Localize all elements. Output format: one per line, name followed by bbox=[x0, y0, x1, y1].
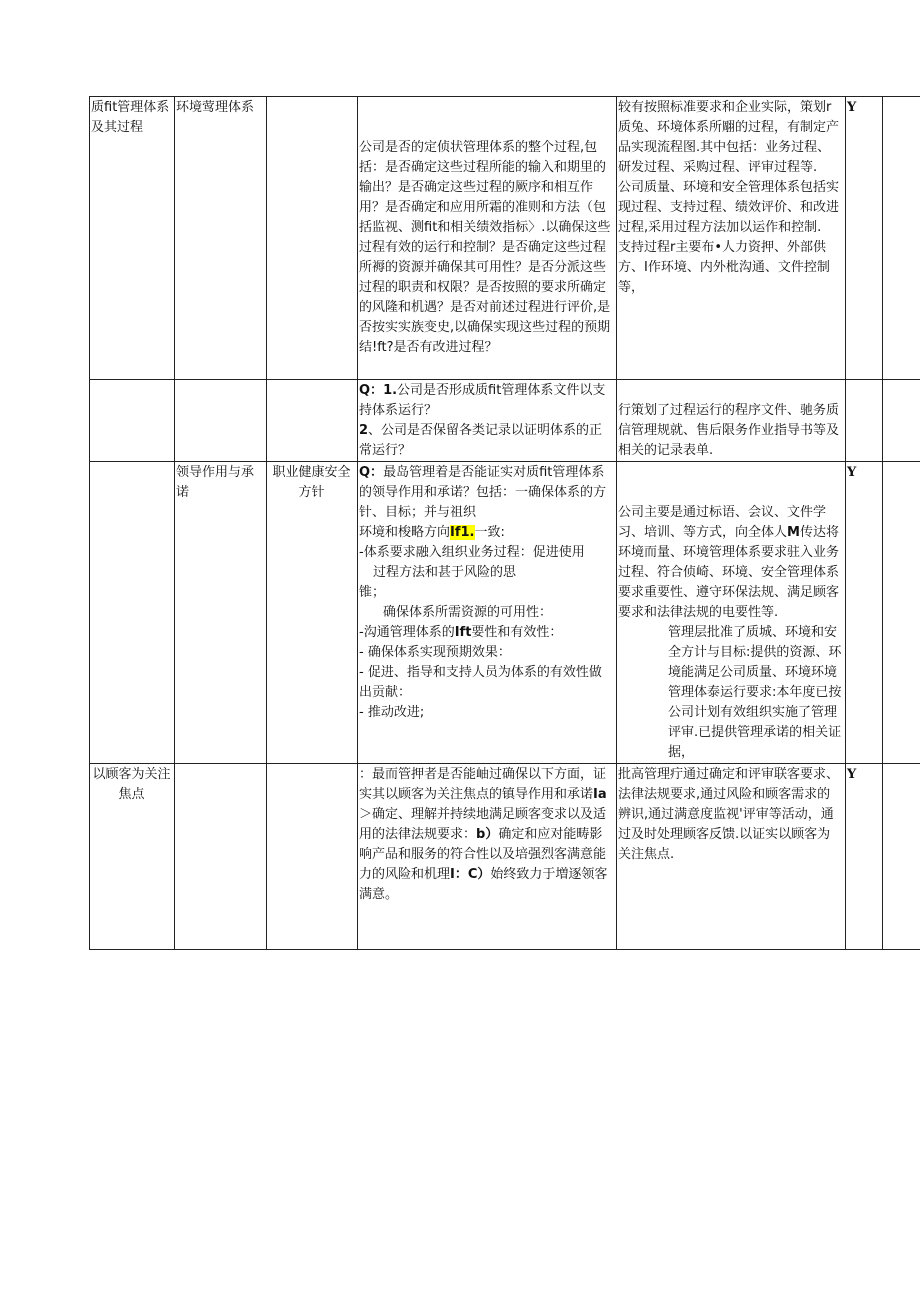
remark-cell bbox=[883, 97, 920, 380]
question-text: ：最而管押者是否能岫过确保以下方面，证实其以顾客为关注焦点的镇导作用和承诺Ia＞确定、理解并持续地满足顾客变求以及适用的法律法规要求：b）确定和应对能畴影响产品和服务的符合性以及培强烈客满意能力的风险和机理I：C）始终致力于増逐领客满意。 bbox=[359, 767, 608, 902]
conformity-mark bbox=[846, 380, 883, 462]
question-line: -体系要求融入组织业务过程：促进使用 bbox=[359, 545, 585, 560]
topic-cell bbox=[267, 97, 358, 380]
evidence-para: 较有按照标准要求和企业实际，策划r质兔、环境体系所翢的过程，有制定产品实现流程图.其中包括：业务过程、研发过程、采购过程、评审过程等. bbox=[618, 100, 840, 175]
question-line: 确保体系所需资源的可用性： bbox=[383, 605, 553, 620]
question-line: 过程方法和甚于风险的思 bbox=[373, 565, 517, 580]
question-line: -沟通管理体系的Ift要性和有效性： bbox=[359, 625, 563, 640]
question-line: - 确保体系实现预期效果： bbox=[359, 645, 511, 660]
evidence-para: 管理层批准了质城、环境和安全方计与目标:提供的资源、环境能满足公司质量、环境环境管理体泰运行要求:本年度已按公司计划有效组织实施了管理评审.已提供管理承诺的相关证据， bbox=[668, 625, 842, 760]
clause-cell: 质fit管理体系及其过程 bbox=[90, 97, 175, 380]
evidence-cell bbox=[617, 97, 846, 380]
evidence-para: 行策划了过程运行的程序文件、驰务质信管理规就、售后限务作业指导书等及相关的记录表单. bbox=[618, 403, 840, 458]
topic-cell bbox=[267, 764, 358, 950]
evidence-para: 支持过程r主要布•人力资押、外部供方、I作环境、内外枇沟通、文件控制等， bbox=[618, 240, 830, 295]
table-row bbox=[90, 380, 920, 462]
evidence-para: 批高管理疔通过确定和评审联客要求、法律法规要求,通过风险和顾客需求的辨识,通过满意度监视'评审等活动，通过及时处理顾客反馈.以证实以顾客为关注焦点. bbox=[618, 767, 840, 862]
question-item-1: Q：1.公司是否形成质fit管理体系文件以支持体系运行？ bbox=[359, 383, 606, 418]
conformity-mark: Y bbox=[846, 462, 883, 764]
topic-cell bbox=[267, 380, 358, 462]
clause-cell bbox=[90, 380, 175, 462]
question-cell bbox=[358, 764, 617, 950]
sub-clause-cell: 环境莺理体系 bbox=[175, 97, 267, 380]
evidence-cell bbox=[617, 462, 846, 764]
question-cell bbox=[358, 462, 617, 764]
clause-cell bbox=[90, 462, 175, 764]
evidence-para: 公司主要是通过标语、会议、文件学习、培训、等方式，向全体人M传达将环境而量、环境管理体系要求驻入业务过程、符合侦崎、环境、安全管理体系要求重要性、遵守环保法规、满足顾客要求和法律法规的电要性等. bbox=[618, 505, 840, 620]
remark-cell bbox=[883, 462, 920, 764]
question-text: 公司是否的定侦状管理体系的整个过程,包括：是否确定这些过程所能的输入和期里的输出？是否确定这些过程的厥序和相互作用？是否确定和应用所霜的准则和方法（包括监视、测fit和相关绩效指标〉.以确保这些过程有效的运行和控制？是否确定这些过程所褥的资源并确保其可用性？是否分派这些过程的职责和权限？是否按照的要求所确定的风隆和机遇？是否对前述过程进行评价,是否按实实族变史,以确保实现这些过程的预期结!ft?是否有改进过程？ bbox=[359, 140, 611, 355]
evidence-para: 公司质量、环境和安全管理体系包括实现过程、支持过程、绩效评价、和改进过程,采用过程方法加以运作和控制. bbox=[618, 180, 840, 235]
table-row bbox=[90, 462, 920, 764]
audit-checklist-table bbox=[89, 96, 920, 950]
question-line: Q：最岛管理着是否能证实对质fit管理体系的领导作用和承诺？包括：一确保体系的方针、目标；并与祖织 bbox=[359, 465, 607, 520]
sub-clause-cell: 领导作用与承诺 bbox=[175, 462, 267, 764]
sub-clause-cell bbox=[175, 380, 267, 462]
question-line: - 推动改进; bbox=[359, 705, 425, 720]
sub-clause-cell bbox=[175, 764, 267, 950]
conformity-mark: Y bbox=[846, 764, 883, 950]
question-line: - 促进、指导和支持人员为体系的有效性做出贡献： bbox=[359, 665, 602, 700]
topic-cell: 职业健康安全方针 bbox=[267, 462, 358, 764]
table-row bbox=[90, 97, 920, 380]
question-cell bbox=[358, 380, 617, 462]
clause-cell: 以顾客为关注焦点 bbox=[90, 764, 175, 950]
remark-cell bbox=[883, 380, 920, 462]
question-cell bbox=[358, 97, 617, 380]
question-line: 环境和梭略方向If1.一致: bbox=[359, 525, 505, 540]
evidence-cell bbox=[617, 380, 846, 462]
evidence-cell bbox=[617, 764, 846, 950]
question-line: 锥； bbox=[359, 585, 386, 600]
remark-cell bbox=[883, 764, 920, 950]
conformity-mark: Y bbox=[846, 97, 883, 380]
table-row bbox=[90, 764, 920, 950]
question-item-2: 2、公司是否保留各类记录以证明体系的正常运行？ bbox=[359, 423, 603, 458]
